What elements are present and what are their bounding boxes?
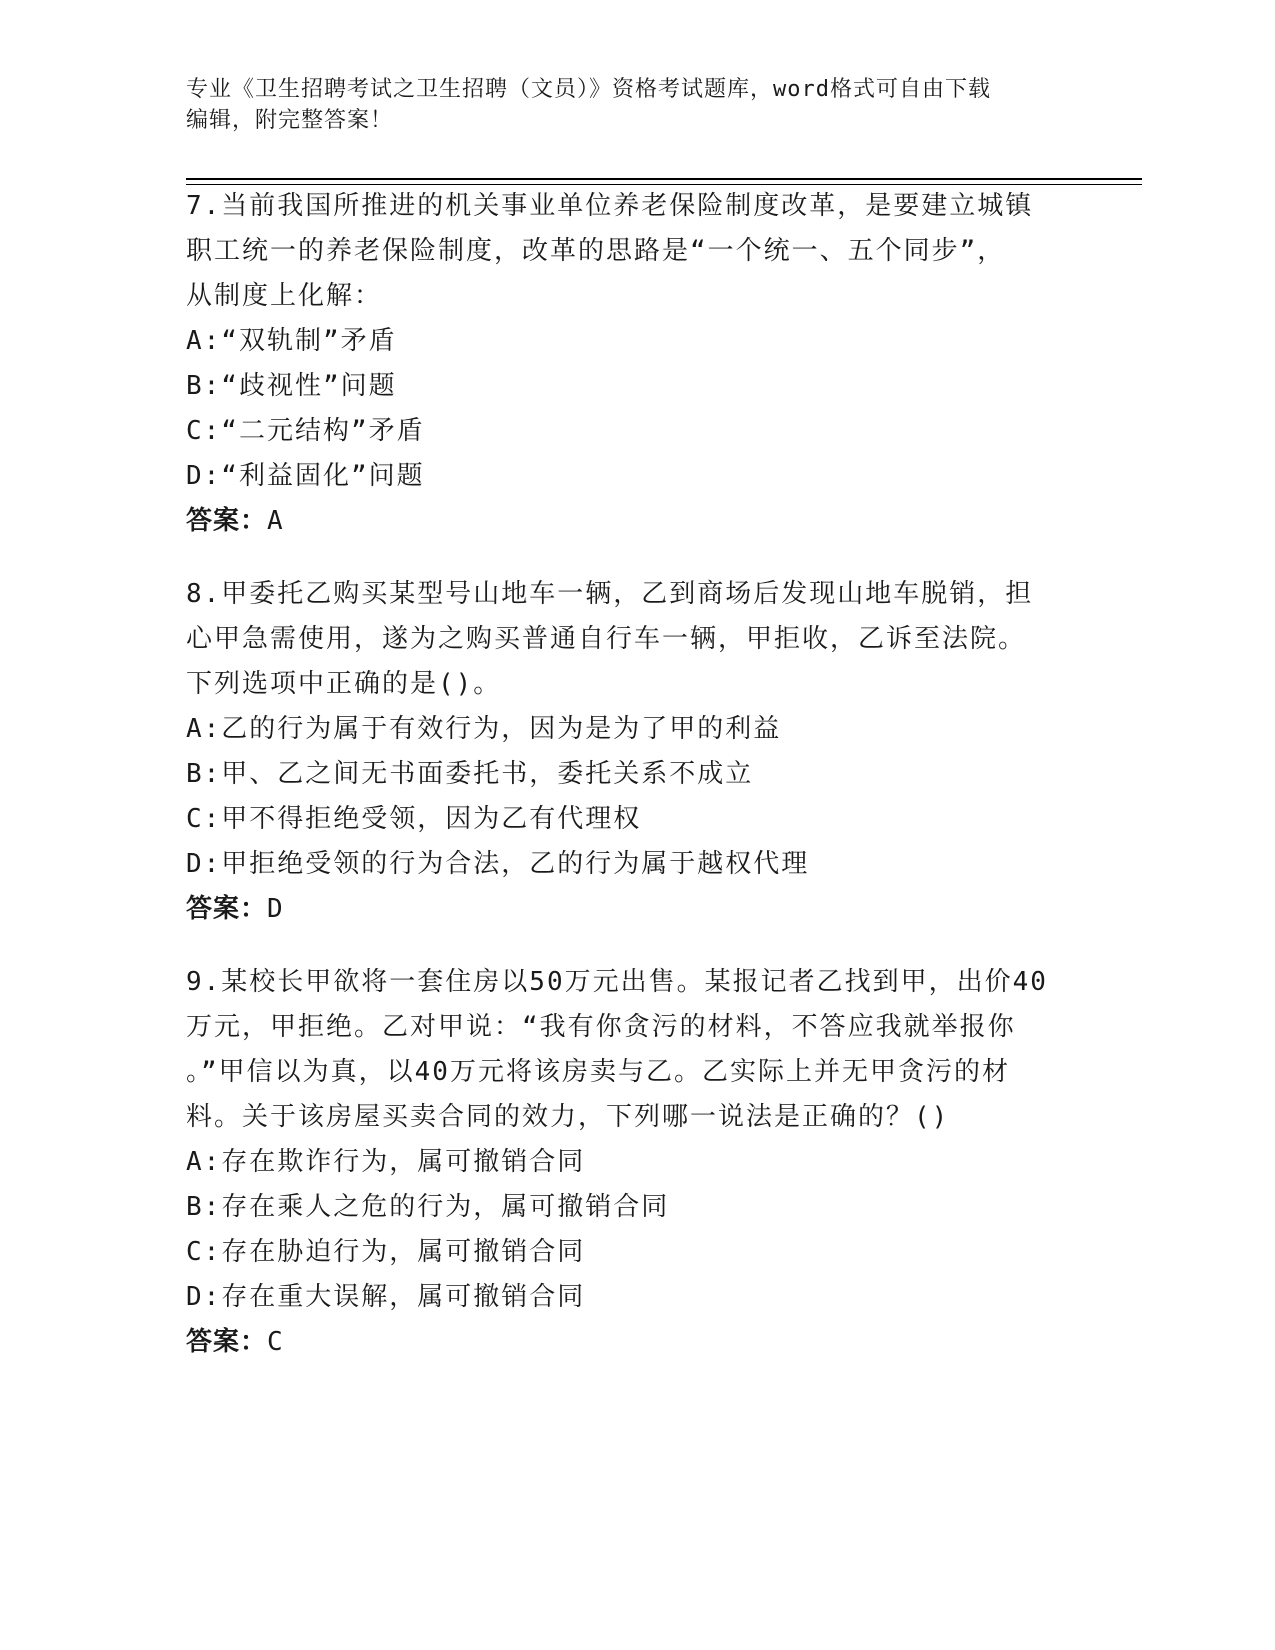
option-c: C:存在胁迫行为，属可撤销合同 [186,1237,586,1267]
question-stem-line: 。”甲信以为真，以40万元将该房卖与乙。乙实际上并无甲贪污的材 [186,1057,1010,1087]
question-stem-line: 心甲急需使用，遂为之购买普通自行车一辆，甲拒收，乙诉至法院。 [186,624,1027,654]
option-b: B:“歧视性”问题 [186,371,397,401]
answer-label: 答案： [186,1327,268,1357]
question-stem-line: 9.某校长甲欲将一套住房以50万元出售。某报记者乙找到甲，出价40 [186,967,1048,997]
header-line-1: 专业《卫生招聘考试之卫生招聘（文员）》资格考试题库，word格式可自由下载 [186,77,991,102]
question-stem-line: 从制度上化解： [186,281,383,311]
answer-value: D [267,894,284,924]
header-divider-thick [186,178,1142,180]
question-list [186,184,1076,1393]
header-line-2: 编辑，附完整答案！ [186,108,394,133]
answer-value: C [267,1327,284,1357]
answer-line [186,499,1076,544]
option-d: D:存在重大误解，属可撤销合同 [186,1282,586,1312]
option-b: B:甲、乙之间无书面委托书，委托关系不成立 [186,759,754,789]
option-d: D:甲拒绝受领的行为合法，乙的行为属于越权代理 [186,849,810,879]
option-c: C:甲不得拒绝受领，因为乙有代理权 [186,804,642,834]
option-a: A:“双轨制”矛盾 [186,326,397,356]
question-stem-line: 下列选项中正确的是()。 [186,669,502,699]
option-d: D:“利益固化”问题 [186,461,425,491]
option-a: A:乙的行为属于有效行为，因为是为了甲的利益 [186,714,782,744]
question-stem-line: 万元，甲拒绝。乙对甲说：“我有你贪污的材料，不答应我就举报你 [186,1012,1016,1042]
document-header [186,74,1086,136]
question-9 [186,960,1076,1365]
question-8 [186,572,1076,932]
question-stem-line: 8.甲委托乙购买某型号山地车一辆，乙到商场后发现山地车脱销，担 [186,579,1034,609]
answer-label: 答案： [186,894,268,924]
option-a: A:存在欺诈行为，属可撤销合同 [186,1147,586,1177]
option-b: B:存在乘人之危的行为，属可撤销合同 [186,1192,670,1222]
answer-label: 答案： [186,506,268,536]
option-c: C:“二元结构”矛盾 [186,416,425,446]
answer-line [186,1320,1076,1365]
answer-value: A [267,506,284,536]
question-stem-line: 料。关于该房屋买卖合同的效力，下列哪一说法是正确的？() [186,1102,950,1132]
question-7 [186,184,1076,544]
answer-line [186,887,1076,932]
question-stem-line: 7.当前我国所推进的机关事业单位养老保险制度改革，是要建立城镇 [186,191,1034,221]
question-stem-line: 职工统一的养老保险制度，改革的思路是“一个统一、五个同步”， [186,236,1006,266]
